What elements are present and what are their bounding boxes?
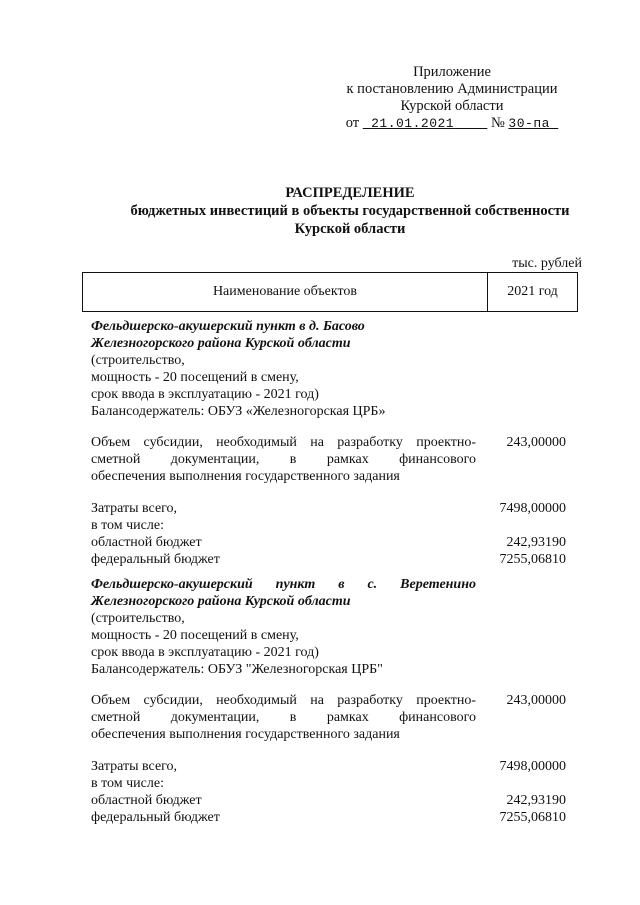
subsidy-value: 243,00000 bbox=[506, 693, 566, 708]
regional-budget-row bbox=[91, 792, 576, 809]
total-row bbox=[91, 500, 576, 517]
total-label: Затраты всего, bbox=[91, 759, 178, 774]
from-label: от bbox=[345, 115, 360, 131]
column-header-year: 2021 год bbox=[507, 284, 558, 299]
federal-budget-row bbox=[91, 551, 576, 568]
including-label: в том числе: bbox=[91, 518, 164, 533]
object-title-line-2: Железногорского района Курской области bbox=[91, 594, 351, 609]
object-title-line-1: Фельдшерско-акушерский пункт в д. Басово bbox=[91, 319, 365, 334]
appendix-region: Курской области bbox=[400, 98, 504, 114]
object-detail: срок ввода в эксплуатацию - 2021 год) bbox=[91, 645, 319, 660]
object-title-line-2: Железногорского района Курской области bbox=[91, 336, 351, 351]
federal-budget-value: 7255,06810 bbox=[499, 810, 566, 825]
appendix-decree: к постановлению Администрации bbox=[346, 81, 558, 97]
object-balance-holder: Балансодержатель: ОБУЗ «Железногорская ЦРБ» bbox=[91, 404, 386, 419]
regional-budget-label: областной бюджет bbox=[91, 535, 202, 550]
object-detail: (строительство, bbox=[91, 611, 185, 626]
appendix-date-line bbox=[332, 115, 572, 132]
subsidy-label: Объем субсидии, необходимый на разработку проектно- сметной документации, в рамках финансового обеспечения выполнения государственного задания bbox=[91, 435, 476, 484]
object-detail: (строительство, bbox=[91, 353, 185, 368]
appendix-title: Приложение bbox=[413, 64, 491, 80]
regional-budget-label: областной бюджет bbox=[91, 793, 202, 808]
federal-budget-value: 7255,06810 bbox=[499, 552, 566, 567]
object-detail: мощность - 20 посещений в смену, bbox=[91, 370, 299, 385]
units-label: тыс. рублей bbox=[512, 256, 582, 271]
table-header bbox=[82, 272, 578, 312]
object-detail: срок ввода в эксплуатацию - 2021 год) bbox=[91, 387, 319, 402]
column-header-name: Наименование объектов bbox=[83, 273, 488, 311]
appendix-block bbox=[332, 64, 572, 132]
subsidy-value: 243,00000 bbox=[506, 435, 566, 450]
object-detail: мощность - 20 посещений в смену, bbox=[91, 628, 299, 643]
subsidy-row bbox=[91, 434, 576, 485]
total-row bbox=[91, 758, 576, 775]
number-label: № bbox=[490, 115, 505, 131]
including-label: в том числе: bbox=[91, 776, 164, 791]
federal-budget-label: федеральный бюджет bbox=[91, 810, 220, 825]
regional-budget-row bbox=[91, 534, 576, 551]
total-value: 7498,00000 bbox=[499, 759, 566, 774]
total-label: Затраты всего, bbox=[91, 501, 178, 516]
subsidy-row bbox=[91, 692, 576, 743]
regional-budget-value: 242,93190 bbox=[506, 793, 566, 808]
regional-budget-value: 242,93190 bbox=[506, 535, 566, 550]
title-region: Курской области bbox=[294, 221, 406, 237]
object-title-line-1: Фельдшерско-акушерский пункт в с. Веретенино bbox=[91, 577, 476, 592]
object-entry bbox=[91, 576, 576, 826]
document-title bbox=[60, 184, 640, 238]
title-subheading: бюджетных инвестиций в объекты государственной собственности bbox=[130, 203, 570, 219]
object-balance-holder: Балансодержатель: ОБУЗ "Железногорская ЦРБ" bbox=[91, 662, 383, 677]
title-heading: РАСПРЕДЕЛЕНИЕ bbox=[285, 185, 415, 201]
object-title bbox=[91, 576, 476, 610]
total-value: 7498,00000 bbox=[499, 501, 566, 516]
subsidy-label: Объем субсидии, необходимый на разработку проектно- сметной документации, в рамках финансового обеспечения выполнения государственного задания bbox=[91, 693, 476, 742]
decree-number: 30-па bbox=[508, 116, 550, 131]
federal-budget-row bbox=[91, 809, 576, 826]
object-title bbox=[91, 318, 476, 352]
federal-budget-label: федеральный бюджет bbox=[91, 552, 220, 567]
object-entry bbox=[91, 318, 576, 568]
decree-date: 21.01.2021 bbox=[371, 116, 455, 131]
